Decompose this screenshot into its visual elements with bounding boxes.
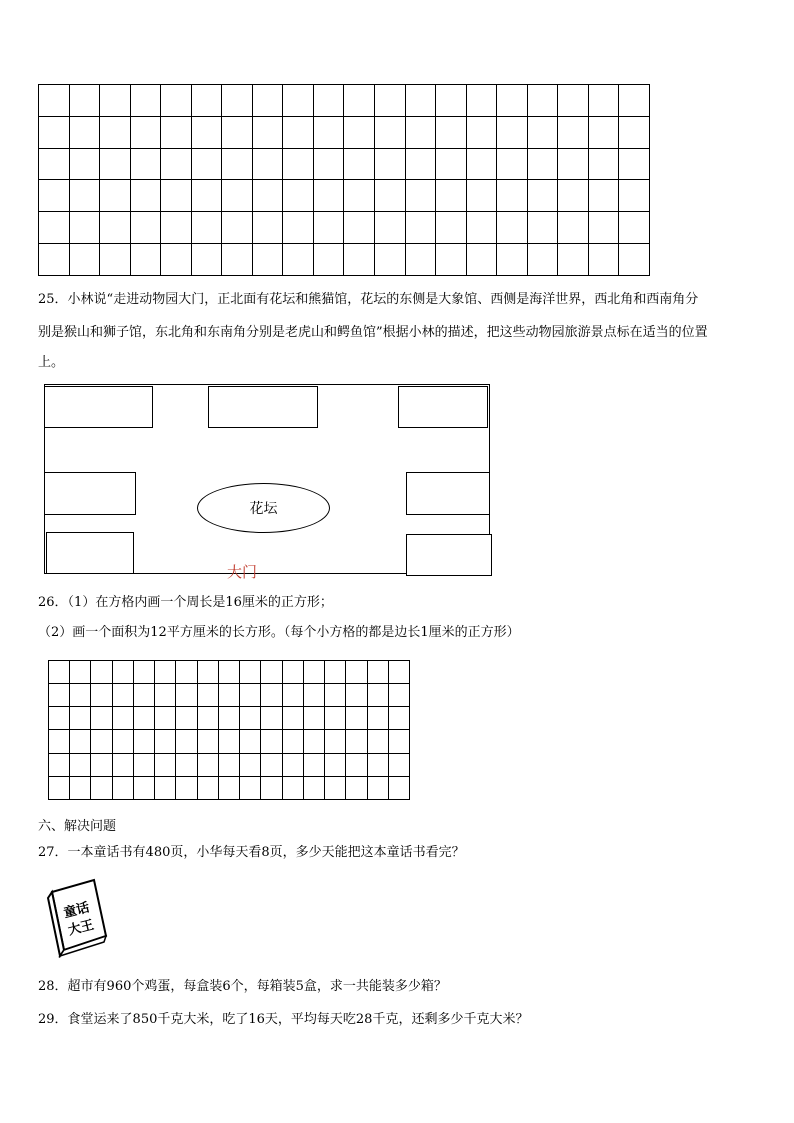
grid-cell (49, 776, 70, 799)
grid-cell (436, 212, 467, 244)
grid-cell (191, 85, 222, 117)
grid-cell (218, 684, 239, 707)
grid-row (39, 148, 650, 180)
grid-cell (588, 116, 619, 148)
grid-cell (282, 776, 303, 799)
grid-cell (191, 116, 222, 148)
grid-cell (69, 148, 100, 180)
grid-cell (405, 116, 436, 148)
grid-cell (222, 180, 253, 212)
grid-cell (39, 148, 70, 180)
question-29: 29．食堂运来了850千克大米，吃了16天，平均每天吃28千克，还剩多少千克大米？ (38, 1012, 529, 1027)
map-box-east (406, 472, 490, 515)
grid-cell (155, 707, 176, 730)
grid-cell (588, 180, 619, 212)
grid-row (49, 684, 410, 707)
grid-cell (283, 116, 314, 148)
grid-row (39, 116, 650, 148)
grid-cell (100, 212, 131, 244)
grid-cell (240, 684, 261, 707)
grid-cell (261, 776, 282, 799)
grid-cell (588, 244, 619, 276)
grid-cell (176, 661, 197, 684)
grid-cell (436, 180, 467, 212)
grid-cell (112, 753, 133, 776)
grid-cell (49, 730, 70, 753)
grid-cell (282, 730, 303, 753)
grid-cell (497, 212, 528, 244)
grid-cell (91, 753, 112, 776)
grid-cell (325, 661, 346, 684)
grid-cell (388, 730, 409, 753)
grid-cell (375, 148, 406, 180)
grid-cell (112, 661, 133, 684)
grid-cell (619, 116, 650, 148)
grid-cell (49, 707, 70, 730)
grid-cell (70, 730, 91, 753)
grid-cell (197, 684, 218, 707)
grid-cell (282, 684, 303, 707)
grid-cell (39, 212, 70, 244)
map-box-north (208, 386, 318, 428)
grid-cell (112, 776, 133, 799)
grid-cell (39, 180, 70, 212)
grid-cell (70, 776, 91, 799)
grid-cell (39, 244, 70, 276)
grid-cell (176, 730, 197, 753)
grid-cell (218, 753, 239, 776)
grid-cell (346, 776, 367, 799)
grid-cell (240, 776, 261, 799)
map-box-northeast (398, 386, 488, 428)
grid-cell (367, 707, 388, 730)
grid-cell (375, 85, 406, 117)
grid-cell (176, 776, 197, 799)
grid-cell (161, 116, 192, 148)
grid-cell (466, 148, 497, 180)
grid-cell (527, 180, 558, 212)
grid-cell (283, 148, 314, 180)
grid-cell (466, 212, 497, 244)
grid-cell (222, 85, 253, 117)
grid-cell (133, 661, 154, 684)
grid-cell (39, 116, 70, 148)
grid-cell (100, 85, 131, 117)
grid-cell (588, 148, 619, 180)
grid-cell (112, 707, 133, 730)
grid-cell (155, 684, 176, 707)
grid-cell (405, 85, 436, 117)
grid-cell (130, 148, 161, 180)
grid-cell (313, 180, 344, 212)
grid-cell (252, 85, 283, 117)
grid-cell (344, 180, 375, 212)
grid-cell (283, 212, 314, 244)
grid-cell (100, 180, 131, 212)
answer-grid-square (48, 660, 410, 800)
grid-cell (155, 753, 176, 776)
grid-cell (303, 684, 324, 707)
grid-cell (466, 85, 497, 117)
grid-cell (313, 85, 344, 117)
grid-cell (100, 116, 131, 148)
grid-cell (344, 148, 375, 180)
grid-cell (619, 180, 650, 212)
grid-cell (261, 684, 282, 707)
grid-cell (558, 180, 589, 212)
grid-cell (346, 684, 367, 707)
grid-cell (497, 85, 528, 117)
grid-cell (497, 116, 528, 148)
grid-cell (69, 180, 100, 212)
grid-cell (161, 180, 192, 212)
grid-cell (191, 212, 222, 244)
grid-cell (497, 180, 528, 212)
grid-cell (130, 244, 161, 276)
map-box-southwest (46, 532, 134, 574)
grid-cell (222, 212, 253, 244)
grid-cell (112, 730, 133, 753)
grid-cell (344, 116, 375, 148)
grid-cell (49, 661, 70, 684)
grid-cell (133, 730, 154, 753)
question-25-line1: 25．小林说“走进动物园大门，正北面有花坛和熊猫馆，花坛的东侧是大象馆、西侧是海洋世界，西北角和西南角分 (38, 292, 699, 307)
grid-cell (161, 148, 192, 180)
grid-cell (313, 212, 344, 244)
grid-cell (222, 148, 253, 180)
grid-cell (252, 244, 283, 276)
grid-row (49, 776, 410, 799)
question-25-line3: 上。 (38, 355, 65, 370)
question-26-line2: （2）画一个面积为12平方厘米的长方形。（每个小方格的都是边长1厘米的正方形） (38, 625, 520, 640)
grid-cell (240, 753, 261, 776)
grid-cell (130, 180, 161, 212)
grid-cell (344, 85, 375, 117)
grid-row (49, 661, 410, 684)
grid-cell (303, 661, 324, 684)
grid-cell (218, 776, 239, 799)
grid-cell (497, 244, 528, 276)
grid-cell (527, 148, 558, 180)
grid-cell (197, 661, 218, 684)
grid-cell (344, 244, 375, 276)
grid-cell (91, 707, 112, 730)
grid-cell (588, 212, 619, 244)
grid-cell (252, 180, 283, 212)
grid-cell (49, 753, 70, 776)
grid-cell (282, 661, 303, 684)
grid-cell (325, 730, 346, 753)
grid-cell (303, 707, 324, 730)
grid-cell (133, 776, 154, 799)
grid-cell (375, 116, 406, 148)
grid-cell (261, 661, 282, 684)
grid-cell (161, 212, 192, 244)
grid-cell (155, 661, 176, 684)
grid-cell (346, 753, 367, 776)
grid-cell (558, 116, 589, 148)
grid-cell (218, 661, 239, 684)
grid-cell (497, 148, 528, 180)
grid-cell (619, 244, 650, 276)
grid-cell (283, 244, 314, 276)
grid-cell (325, 753, 346, 776)
grid-cell (197, 730, 218, 753)
grid-cell (527, 85, 558, 117)
grid-cell (161, 244, 192, 276)
grid-cell (388, 707, 409, 730)
grid-cell (100, 244, 131, 276)
grid-cell (405, 212, 436, 244)
grid-row (39, 244, 650, 276)
grid-cell (261, 730, 282, 753)
storybook-icon (44, 878, 112, 958)
grid-cell (176, 707, 197, 730)
grid-cell (222, 116, 253, 148)
grid-cell (176, 684, 197, 707)
grid-cell (155, 730, 176, 753)
section-6-title: 六、解决问题 (38, 819, 117, 834)
grid-cell (388, 753, 409, 776)
grid-cell (91, 776, 112, 799)
grid-cell (191, 244, 222, 276)
grid-cell (405, 180, 436, 212)
grid-cell (252, 116, 283, 148)
grid-cell (346, 661, 367, 684)
grid-cell (303, 776, 324, 799)
grid-cell (222, 244, 253, 276)
grid-cell (388, 661, 409, 684)
grid-cell (91, 661, 112, 684)
grid-cell (49, 684, 70, 707)
grid-cell (282, 753, 303, 776)
grid-cell (527, 116, 558, 148)
grid-cell (130, 85, 161, 117)
grid-cell (344, 212, 375, 244)
grid-cell (436, 244, 467, 276)
grid-cell (240, 661, 261, 684)
grid-cell (367, 730, 388, 753)
zoo-map (40, 384, 495, 580)
grid-cell (197, 753, 218, 776)
grid-cell (70, 707, 91, 730)
grid-cell (558, 148, 589, 180)
grid-cell (155, 776, 176, 799)
question-25-line2: 别是猴山和狮子馆，东北角和东南角分别是老虎山和鳄鱼馆”根据小林的描述，把这些动物园旅游景点标在适当的位置 (38, 325, 708, 340)
grid-cell (527, 244, 558, 276)
grid-cell (388, 684, 409, 707)
grid-cell (325, 707, 346, 730)
grid-cell (261, 707, 282, 730)
grid-row (39, 212, 650, 244)
grid-cell (91, 730, 112, 753)
grid-cell (436, 116, 467, 148)
grid-cell (346, 730, 367, 753)
grid-cell (240, 707, 261, 730)
grid-cell (252, 148, 283, 180)
answer-grid-top (38, 84, 650, 276)
grid-cell (388, 776, 409, 799)
map-box-southeast (406, 534, 492, 576)
grid-cell (466, 244, 497, 276)
grid-cell (313, 244, 344, 276)
grid-cell (619, 212, 650, 244)
grid-cell (133, 753, 154, 776)
grid-cell (218, 730, 239, 753)
grid-cell (70, 684, 91, 707)
grid-row (49, 707, 410, 730)
grid-cell (313, 116, 344, 148)
grid-cell (91, 684, 112, 707)
grid-cell (240, 730, 261, 753)
grid-row (39, 180, 650, 212)
grid-cell (161, 85, 192, 117)
grid-cell (69, 244, 100, 276)
grid-cell (466, 116, 497, 148)
grid-cell (588, 85, 619, 117)
grid-cell (558, 244, 589, 276)
grid-cell (375, 180, 406, 212)
book-cover-title: 童话大王 (62, 900, 96, 939)
grid-row (49, 730, 410, 753)
grid-cell (619, 85, 650, 117)
question-26-line1: 26．（1）在方格内画一个周长是16厘米的正方形； (38, 595, 333, 610)
grid-cell (218, 707, 239, 730)
grid-cell (436, 148, 467, 180)
grid-cell (466, 180, 497, 212)
grid-cell (303, 730, 324, 753)
grid-cell (325, 776, 346, 799)
grid-cell (197, 776, 218, 799)
question-27: 27．一本童话书有480页，小华每天看8页，多少天能把这本童话书看完？ (38, 845, 465, 860)
grid-cell (100, 148, 131, 180)
grid-cell (619, 148, 650, 180)
grid-cell (558, 212, 589, 244)
grid-cell (283, 85, 314, 117)
grid-cell (367, 753, 388, 776)
grid-cell (252, 212, 283, 244)
grid-cell (558, 85, 589, 117)
grid-cell (176, 753, 197, 776)
grid-cell (130, 116, 161, 148)
grid-cell (436, 85, 467, 117)
map-box-west (44, 472, 136, 515)
flower-bed (197, 483, 330, 533)
grid-cell (375, 244, 406, 276)
grid-cell (367, 776, 388, 799)
grid-cell (375, 212, 406, 244)
grid-cell (130, 212, 161, 244)
grid-cell (133, 707, 154, 730)
grid-cell (405, 148, 436, 180)
question-28: 28．超市有960个鸡蛋，每盒装6个，每箱装5盒，求一共能装多少箱？ (38, 979, 447, 994)
grid-cell (283, 180, 314, 212)
grid-cell (527, 212, 558, 244)
grid-cell (405, 244, 436, 276)
grid-cell (282, 707, 303, 730)
grid-cell (261, 753, 282, 776)
map-box-northwest (44, 386, 153, 428)
grid-cell (69, 116, 100, 148)
grid-cell (70, 661, 91, 684)
grid-cell (69, 212, 100, 244)
grid-cell (325, 684, 346, 707)
grid-cell (133, 684, 154, 707)
grid-cell (197, 707, 218, 730)
grid-cell (367, 684, 388, 707)
grid-cell (69, 85, 100, 117)
grid-cell (346, 707, 367, 730)
grid-cell (191, 148, 222, 180)
flower-bed-label: 花坛 (249, 501, 278, 517)
grid-cell (367, 661, 388, 684)
grid-cell (313, 148, 344, 180)
grid-row (39, 85, 650, 117)
grid-cell (70, 753, 91, 776)
grid-cell (303, 753, 324, 776)
gate-label: 大门 (227, 563, 258, 581)
grid-cell (112, 684, 133, 707)
grid-row (49, 753, 410, 776)
grid-cell (39, 85, 70, 117)
grid-cell (191, 180, 222, 212)
